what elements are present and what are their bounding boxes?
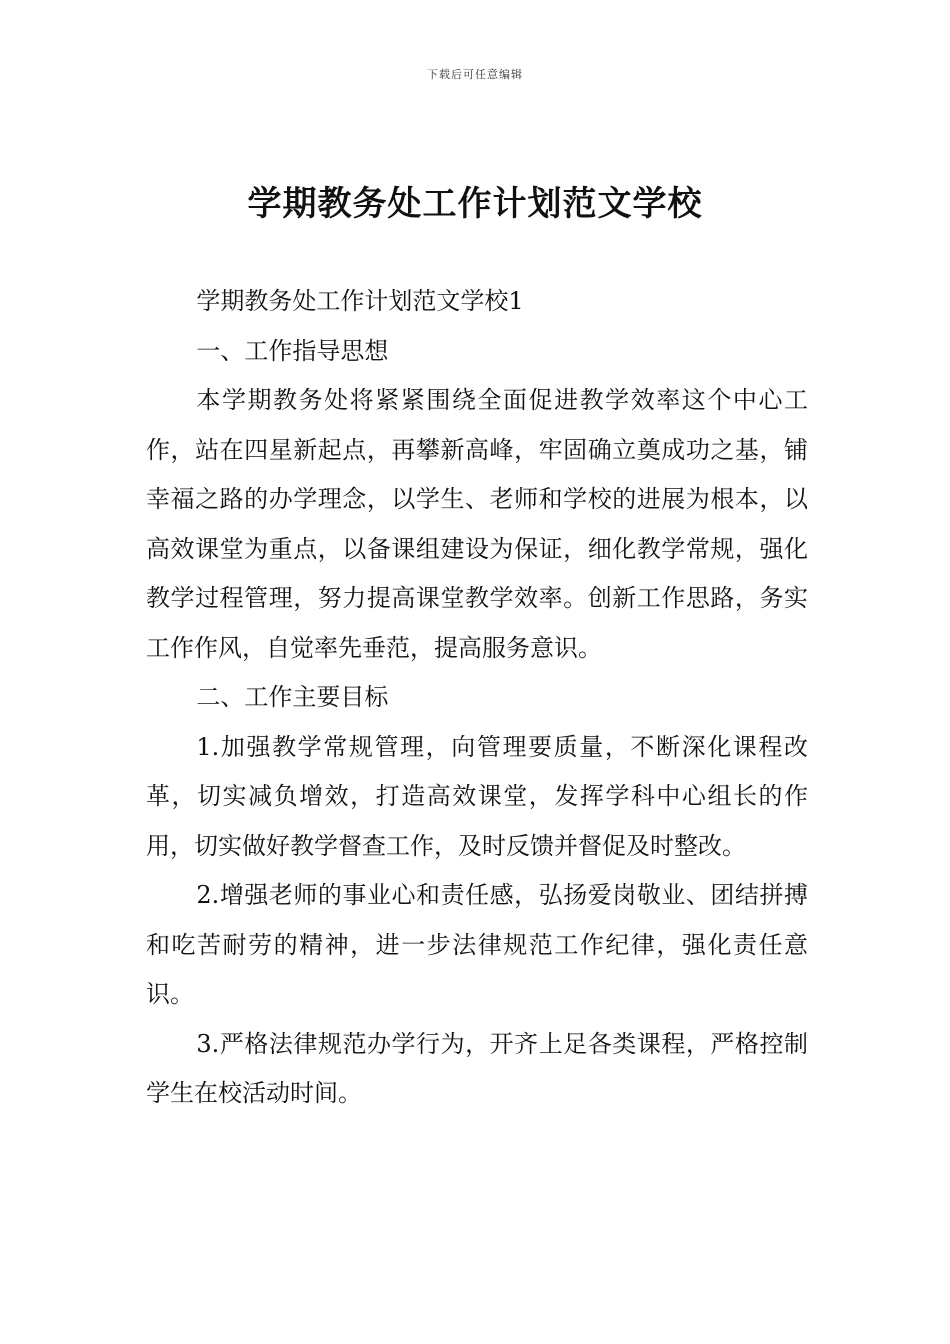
- document-title: 学期教务处工作计划范文学校: [247, 184, 703, 224]
- goal-item-2: 2.增强老师的事业心和责任感，弘扬爱岗敬业、团结拼搏和吃苦耐劳的精神，进一步法律规范工作纪律，强化责任意识。: [146, 881, 808, 1008]
- heading-main-goals: 二、工作主要目标: [196, 683, 389, 711]
- goal-item-1: 1.加强教学常规管理，向管理要质量，不断深化课程改革，切实减负增效，打造高效课堂，发挥学科中心组长的作用，切实做好教学督查工作，及时反馈并督促及时整改。: [146, 732, 808, 860]
- goal-item-3: 3.严格法律规范办学行为，开齐上足各类课程，严格控制学生在校活动时间。: [146, 1029, 808, 1107]
- document-body: [146, 277, 808, 1119]
- section-subtitle: 学期教务处工作计划范文学校1: [196, 287, 524, 315]
- paragraph-guiding-ideology: 本学期教务处将紧紧围绕全面促进教学效率这个中心工作，站在四星新起点，再攀新高峰，牢固确立奠成功之基，铺幸福之路的办学理念，以学生、老师和学校的进展为根本，以高效课堂为重点，以备课组建设为保证，细化教学常规，强化教学过程管理，努力提高课堂教学效率。创新工作思路，务实工作作风，自觉率先垂范，提高服务意识。: [146, 386, 808, 662]
- heading-guiding-ideology: 一、工作指导思想: [196, 336, 389, 365]
- header-note: 下载后可任意编辑: [427, 68, 523, 81]
